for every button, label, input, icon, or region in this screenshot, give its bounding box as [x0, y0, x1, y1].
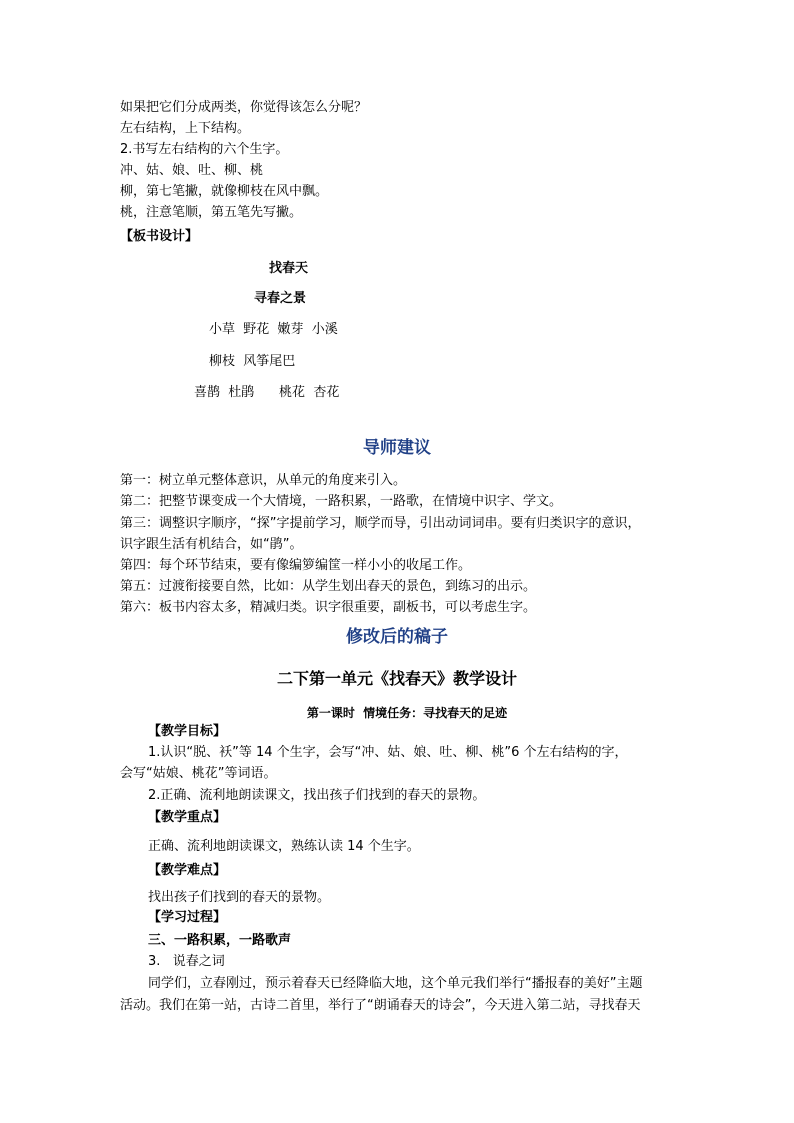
- goal-line: 1.认识“脱、袄”等 14 个生字，会写“冲、姑、娘、吐、柳、桃”6 个左右结构的字，: [148, 745, 628, 760]
- board-row: 柳枝 风筝尾巴: [209, 354, 296, 369]
- text-line: 2.书写左右结构的六个生字。: [120, 142, 289, 157]
- advice-item: 第三：调整识字顺序，“探”字提前学习，顺学而导，引出动词词串。要有归类识字的意识，: [120, 516, 641, 531]
- key-heading: 【教学重点】: [148, 810, 227, 825]
- text-line: 如果把它们分成两类，你觉得该怎么分呢？: [120, 100, 368, 115]
- paragraph-line: 同学们，立春刚过，预示着春天已经降临大地，这个单元我们举行“播报春的美好”主题: [148, 976, 643, 991]
- difficulty-text: 找出孩子们找到的春天的景物。: [148, 890, 331, 905]
- board-row: 小草 野花 嫩芽 小溪: [209, 322, 338, 337]
- advice-item: 第六：板书内容太多，精减归类。识字很重要，副板书，可以考虑生字。: [120, 600, 537, 615]
- revised-heading: 修改后的稿子: [346, 627, 448, 647]
- advice-item: 第二：把整节课变成一个大情境，一路积累，一路歌，在情境中识字、学文。: [120, 494, 563, 509]
- board-title: 找春天: [269, 261, 309, 276]
- key-text: 正确、流利地朗读课文，熟练认读 14 个生字。: [148, 839, 420, 854]
- step-heading: 3. 说春之词: [148, 954, 225, 969]
- board-heading: 【板书设计】: [120, 229, 199, 244]
- paragraph-line: 活动。我们在第一站，古诗二首里，举行了“朗诵春天的诗会”，今天进入第二站，寻找春天: [120, 998, 641, 1013]
- text-line: 左右结构，上下结构。: [120, 121, 251, 136]
- board-subtitle: 寻春之景: [254, 291, 307, 306]
- advice-heading: 导师建议: [363, 438, 431, 458]
- goals-heading: 【教学目标】: [148, 724, 227, 739]
- document-title: 二下第一单元《找春天》教学设计: [276, 669, 517, 688]
- goal-line: 会写“姑娘、桃花”等词语。: [120, 766, 277, 781]
- advice-item: 识字跟生活有机结合，如“鹃”。: [120, 537, 303, 552]
- text-line: 冲、姑、娘、吐、柳、桃: [120, 163, 264, 178]
- advice-item: 第四：每个环节结束，要有像编箩编筐一样小小的收尾工作。: [120, 558, 472, 573]
- text-line: 桃，注意笔顺，第五笔先写撇。: [120, 205, 303, 220]
- advice-item: 第五：过渡衔接要自然，比如：从学生划出春天的景色，到练习的出示。: [120, 579, 537, 594]
- process-heading: 【学习过程】: [148, 910, 227, 925]
- difficulty-heading: 【教学难点】: [148, 863, 227, 878]
- lesson-title: 第一课时 情境任务：寻找春天的足迹: [306, 706, 508, 720]
- advice-item: 第一：树立单元整体意识，从单元的角度来引入。: [120, 473, 407, 488]
- board-row: 喜鹊 杜鹃 桃花 杏花: [194, 385, 340, 400]
- goal-line: 2.正确、流利地朗读课文，找出孩子们找到的春天的景物。: [148, 788, 486, 803]
- text-line: 柳，第七笔撇，就像柳枝在风中飘。: [120, 184, 329, 199]
- section-heading: 三、一路积累，一路歌声: [148, 933, 292, 948]
